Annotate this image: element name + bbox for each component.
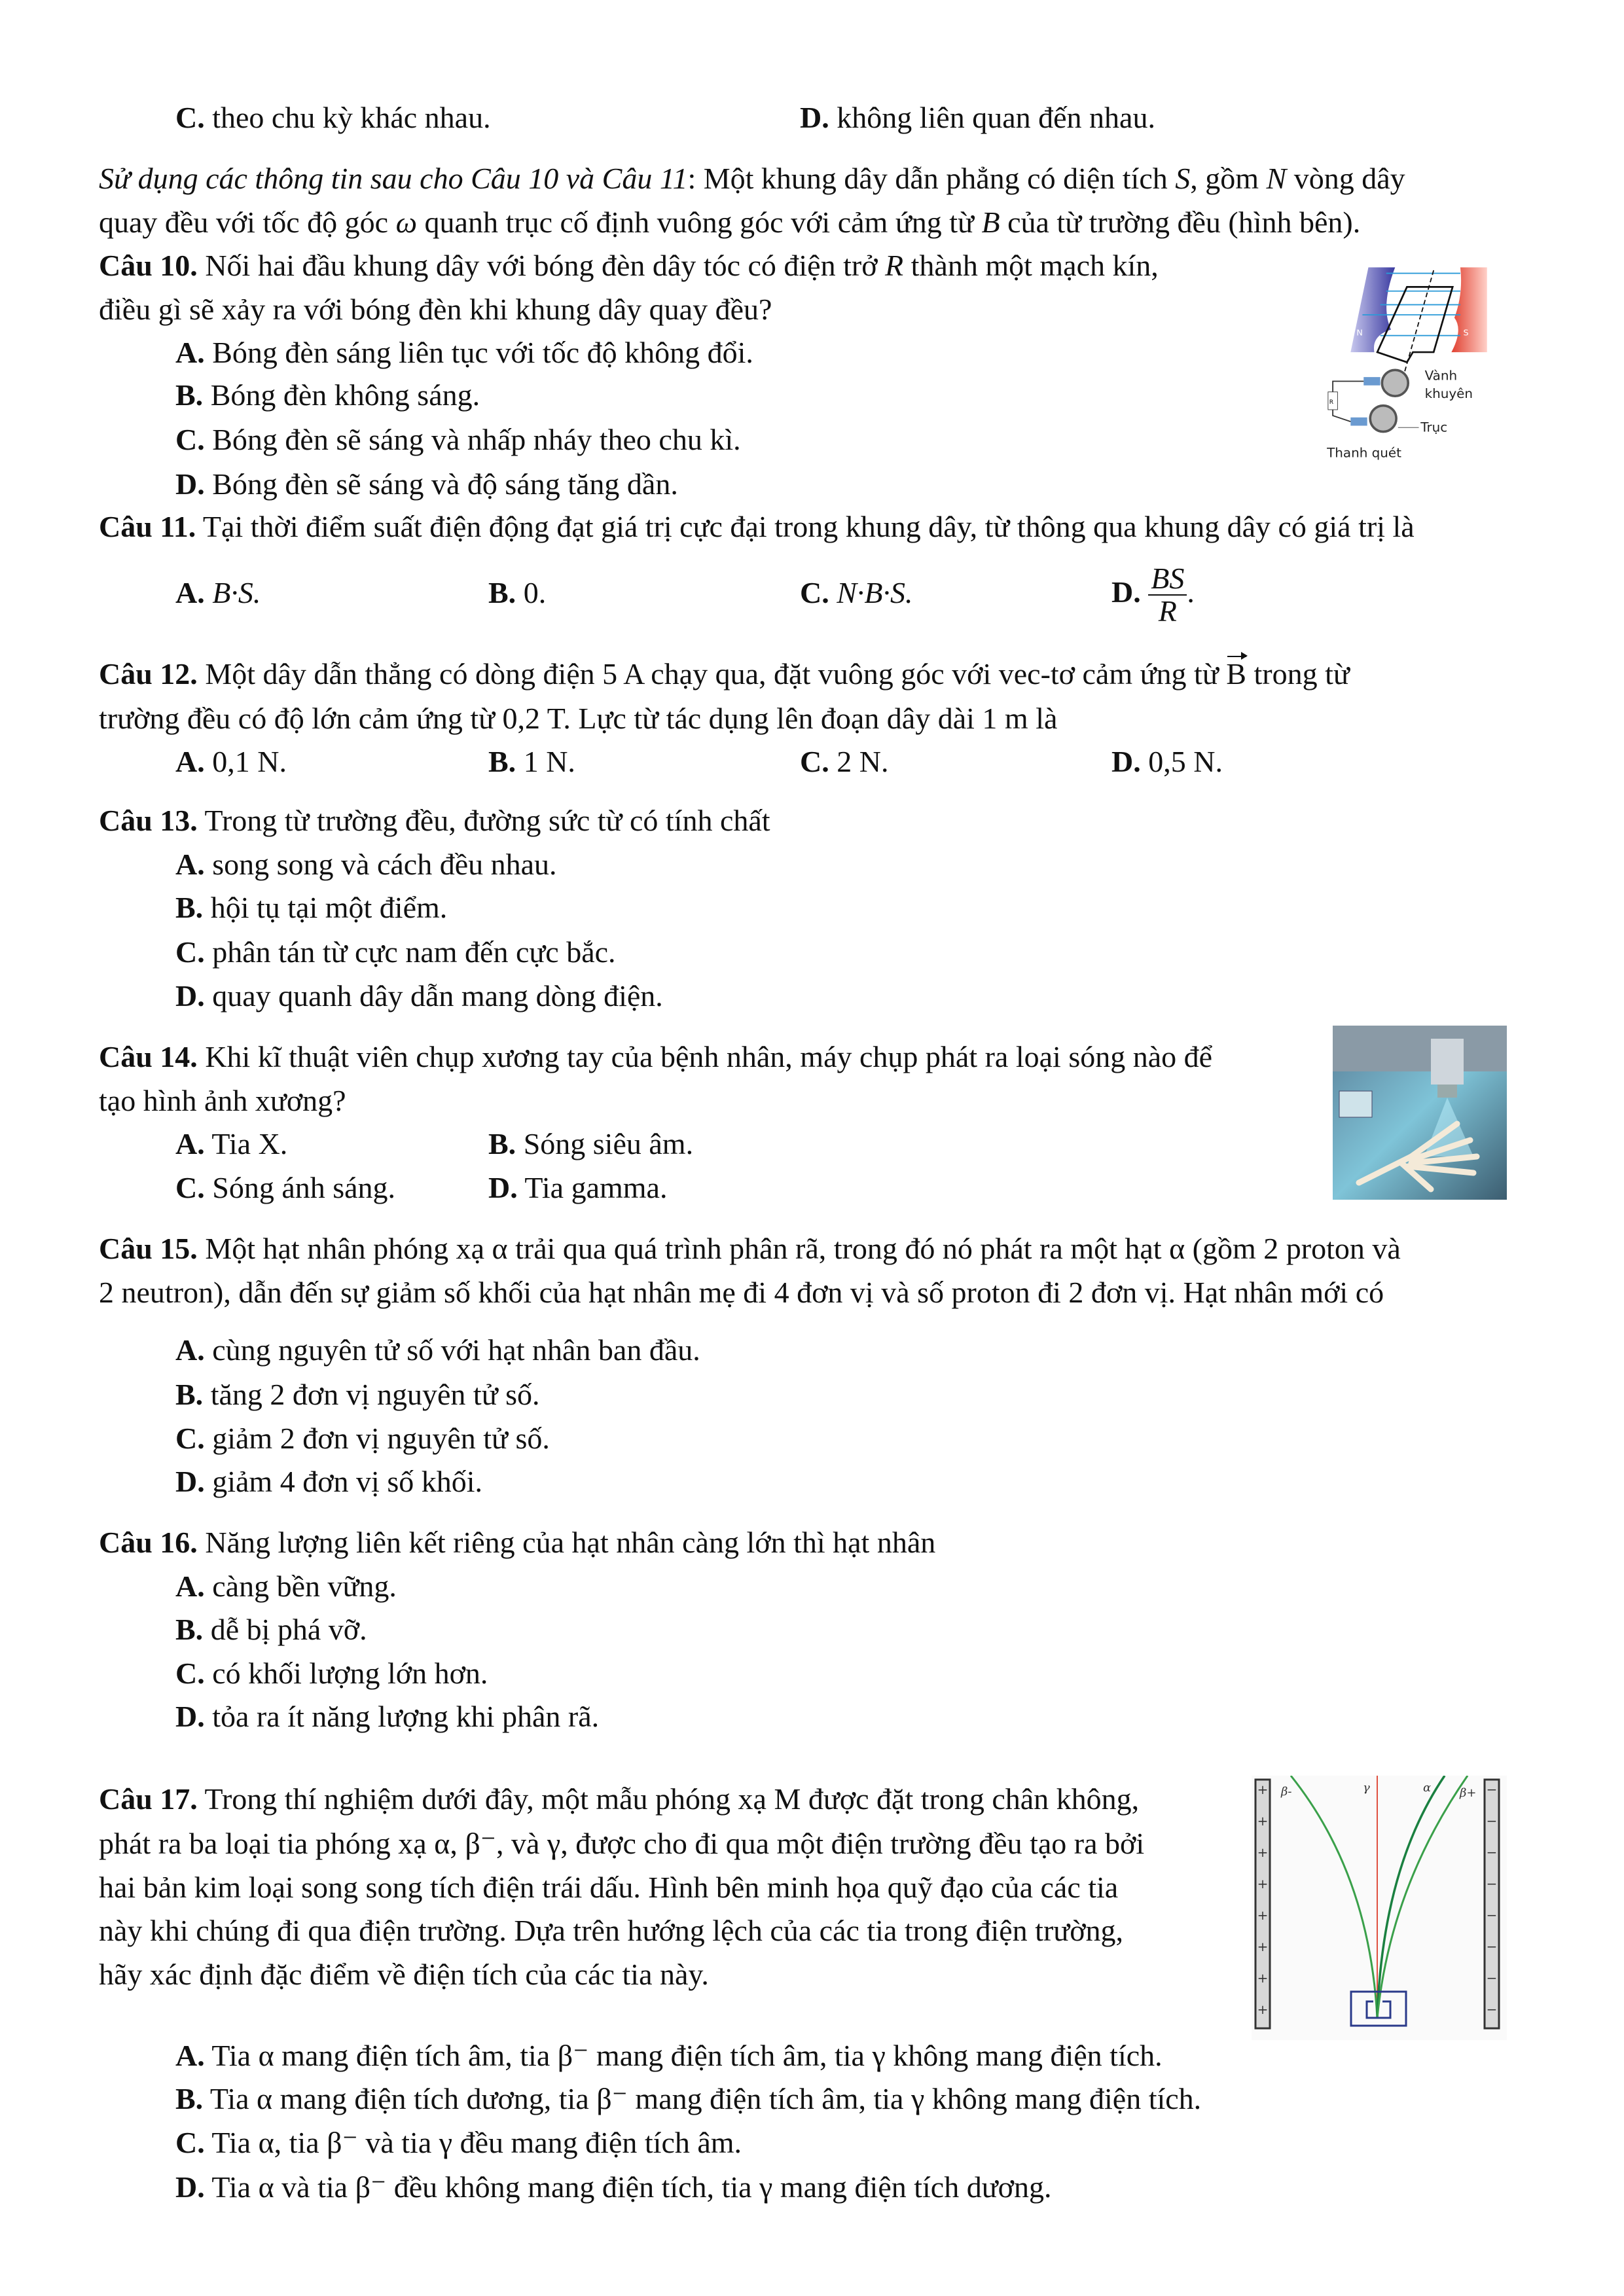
- label-beta-minus: β-: [1281, 1785, 1292, 1799]
- option-text: B·S.: [212, 576, 261, 609]
- svg-text:S: S: [1463, 327, 1469, 338]
- question-label: Câu 11.: [99, 510, 196, 543]
- question-17-line: hai bản kim loại song song tích điện trái dấu. Hình bên minh họa quỹ đạo của các tia: [99, 1871, 1119, 1904]
- figure-label-ring: khuyên: [1424, 386, 1473, 401]
- svg-text:+: +: [1257, 1907, 1269, 1923]
- question-12-line-2: trường đều có độ lớn cảm ứng từ 0,2 T. Lực từ tác dụng lên đoạn dây dài 1 m là: [99, 702, 1058, 735]
- option-text: 0,1 N.: [204, 745, 287, 778]
- option-d: [175, 465, 678, 504]
- option-d: [175, 977, 663, 1016]
- option-text: phân tán từ cực nam đến cực bắc.: [204, 935, 616, 969]
- option-label: C.: [800, 576, 829, 609]
- question-label: Câu 10.: [99, 249, 198, 282]
- option-a: [175, 573, 261, 613]
- option-label: B.: [175, 1613, 204, 1646]
- option-label: C.: [175, 1171, 205, 1204]
- option-label: B.: [488, 745, 516, 778]
- svg-text:−: −: [1486, 1907, 1498, 1923]
- option-label: D.: [175, 979, 205, 1013]
- option-text: 0.: [516, 576, 547, 609]
- question-13: [99, 801, 770, 840]
- option-c: [175, 420, 741, 459]
- option-label: D.: [800, 101, 829, 134]
- option-a: [175, 2036, 1163, 2075]
- denominator: R: [1158, 594, 1177, 628]
- option-text: Sóng ánh sáng.: [204, 1171, 396, 1204]
- option-text: giảm 4 đơn vị số khối.: [204, 1465, 482, 1498]
- option-label: D.: [175, 2170, 205, 2204]
- option-label: A.: [175, 2039, 205, 2072]
- figure-label-brush: Thanh quét: [1327, 445, 1401, 461]
- question-16: [99, 1523, 935, 1562]
- question-text: Một dây dẫn thẳng có dòng điện 5 A chạy qua, đặt vuông góc với vec-tơ cảm ứng từ: [197, 657, 1227, 691]
- option-a: [175, 1331, 700, 1370]
- var-omega: ω: [395, 206, 418, 239]
- label-beta-plus: β+: [1460, 1786, 1477, 1800]
- option-label: A.: [175, 1127, 205, 1160]
- question-17-line: này khi chúng đi qua điện trường. Dựa trên hướng lệch của các tia trong điện trường,: [99, 1914, 1124, 1947]
- option-label: D.: [175, 1465, 205, 1498]
- option-a: [175, 333, 753, 372]
- option-text: không liên quan đến nhau.: [829, 101, 1155, 134]
- option-text: Bóng đèn sáng liên tục với tốc độ không đổi.: [204, 336, 753, 369]
- option-text: Tia α mang điện tích dương, tia β⁻ mang điện tích âm, tia γ không mang điện tích.: [203, 2082, 1202, 2115]
- option-b: [175, 1375, 540, 1414]
- question-10-line-2: điều gì sẽ xảy ra với bóng đèn khi khung dây quay đều?: [99, 293, 772, 326]
- question-label: Câu 15.: [99, 1232, 198, 1265]
- question-text: trong từ: [1246, 657, 1350, 691]
- option-label: C.: [175, 423, 205, 456]
- intro-italic: Sử dụng các thông tin sau cho Câu 10 và Câu 11: [99, 162, 688, 195]
- option-a: [175, 845, 557, 884]
- option-b: [175, 888, 447, 927]
- option-label: B.: [175, 891, 204, 924]
- option-label: C.: [800, 745, 829, 778]
- option-text: có khối lượng lớn hơn.: [204, 1657, 488, 1690]
- resistor-label: R: [1329, 399, 1333, 406]
- option-text: giảm 2 đơn vị nguyên tử số.: [204, 1422, 550, 1455]
- option-d: [800, 98, 1155, 137]
- option-text: quay quanh dây dẫn mang dòng điện.: [204, 979, 663, 1013]
- option-c: [175, 1168, 395, 1208]
- option-label: B.: [488, 576, 516, 609]
- option-text: 1 N.: [516, 745, 575, 778]
- question-text: Tại thời điểm suất điện động đạt giá trị cực đại trong khung dây, từ thông qua khung dây có giá trị là: [196, 510, 1415, 543]
- intro-text: quay đều với tốc độ góc: [99, 206, 396, 239]
- option-label: A.: [175, 336, 205, 369]
- option-d: [1111, 742, 1223, 781]
- option-text: song song và cách đều nhau.: [204, 848, 557, 881]
- option-label: A.: [175, 1570, 205, 1603]
- svg-text:+: +: [1257, 1782, 1269, 1797]
- option-b: [175, 1610, 367, 1649]
- option-b: [175, 376, 480, 415]
- option-text: Bóng đèn không sáng.: [203, 378, 480, 412]
- figure-label-axis: Trục: [1420, 420, 1448, 435]
- svg-text:+: +: [1257, 1939, 1269, 1954]
- option-label: B.: [175, 2082, 204, 2115]
- option-c: [800, 742, 888, 781]
- question-text: Khi kĩ thuật viên chụp xương tay của bệnh nhân, máy chụp phát ra loại sóng nào để: [197, 1040, 1213, 1073]
- svg-text:+: +: [1257, 1876, 1269, 1892]
- intro-text: , gồm: [1190, 162, 1267, 195]
- question-label: Câu 13.: [99, 804, 198, 837]
- option-text: .: [1187, 575, 1195, 609]
- option-label: B.: [175, 378, 204, 412]
- svg-text:+: +: [1257, 1813, 1269, 1829]
- question-text: Trong thí nghiệm dưới đây, một mẫu phóng xạ M được đặt trong chân không,: [197, 1782, 1140, 1816]
- option-text: dễ bị phá vỡ.: [203, 1613, 367, 1646]
- option-c: [175, 2123, 742, 2162]
- option-c: [175, 98, 491, 137]
- option-b: [488, 1124, 693, 1164]
- option-d: [1111, 556, 1195, 628]
- generator-figure: [1321, 251, 1511, 480]
- option-d: [175, 1697, 599, 1736]
- option-a: [175, 1124, 287, 1164]
- label-alpha: α: [1423, 1781, 1432, 1795]
- option-label: D.: [1111, 745, 1141, 778]
- svg-text:−: −: [1486, 1813, 1498, 1829]
- option-label: D.: [488, 1171, 518, 1204]
- var-n: N: [1266, 162, 1287, 195]
- option-label: A.: [175, 576, 205, 609]
- question-11: [99, 507, 1415, 547]
- option-c: [175, 1654, 488, 1693]
- option-text: Bóng đèn sẽ sáng và nhấp nháy theo chu kì.: [204, 423, 741, 456]
- question-label: Câu 12.: [99, 657, 198, 691]
- question-text: Năng lượng liên kết riêng của hạt nhân càng lớn thì hạt nhân: [197, 1526, 936, 1559]
- option-text: hội tụ tại một điểm.: [203, 891, 448, 924]
- question-15: [99, 1229, 1401, 1268]
- question-12: [99, 655, 1350, 694]
- intro-line-1: [99, 159, 1405, 198]
- svg-text:+: +: [1257, 2001, 1269, 2017]
- option-label: B.: [488, 1127, 516, 1160]
- question-14-line-2: tạo hình ảnh xương?: [99, 1084, 346, 1117]
- question-10: [99, 246, 1159, 285]
- option-a: [175, 742, 287, 781]
- option-text: Tia X.: [204, 1127, 288, 1160]
- option-label: D.: [175, 467, 205, 501]
- question-17-line: phát ra ba loại tia phóng xạ α, β⁻, và γ, được cho đi qua một điện trường đều tạo ra bởi: [99, 1827, 1145, 1860]
- var-b: B: [981, 206, 1000, 239]
- svg-text:N: N: [1356, 327, 1363, 338]
- option-text: tăng 2 đơn vị nguyên tử số.: [203, 1378, 540, 1411]
- option-d: [175, 2168, 1051, 2207]
- fraction: [1148, 563, 1187, 627]
- option-text: 2 N.: [829, 745, 889, 778]
- option-label: A.: [175, 745, 205, 778]
- option-label: C.: [175, 935, 205, 969]
- option-label: C.: [175, 1657, 205, 1690]
- var-s: S: [1175, 162, 1191, 195]
- option-c: [175, 933, 616, 972]
- hand-xray-image: [1333, 1026, 1507, 1200]
- option-text: 0,5 N.: [1140, 745, 1223, 778]
- question-17: [99, 1780, 1139, 1819]
- svg-text:−: −: [1486, 2001, 1498, 2017]
- option-c: [800, 573, 913, 613]
- intro-text: của từ trường đều (hình bên).: [1000, 206, 1361, 239]
- option-d: [175, 1462, 482, 1501]
- svg-text:−: −: [1486, 1844, 1498, 1860]
- question-text: thành một mạch kín,: [903, 249, 1159, 282]
- option-text: Tia gamma.: [517, 1171, 668, 1204]
- option-text: Sóng siêu âm.: [516, 1127, 694, 1160]
- option-text: Tia α, tia β⁻ và tia γ đều mang điện tích âm.: [204, 2126, 742, 2159]
- intro-text: vòng dây: [1286, 162, 1405, 195]
- option-label: A.: [175, 1333, 205, 1367]
- svg-text:−: −: [1486, 1876, 1498, 1892]
- svg-text:−: −: [1486, 1939, 1498, 1954]
- intro-line-2: [99, 203, 1360, 242]
- question-17-line: hãy xác định đặc điểm về điện tích của các tia này.: [99, 1958, 709, 1991]
- question-label: Câu 14.: [99, 1040, 198, 1073]
- label-gamma: γ: [1363, 1781, 1370, 1795]
- option-label: B.: [175, 1378, 204, 1411]
- option-text: tỏa ra ít năng lượng khi phân rã.: [204, 1700, 600, 1733]
- numerator: BS: [1148, 563, 1187, 596]
- option-b: [488, 573, 546, 613]
- svg-text:+: +: [1257, 1970, 1269, 1986]
- option-text: càng bền vững.: [204, 1570, 397, 1603]
- option-text: N·B·S.: [837, 576, 913, 609]
- option-c: [175, 1419, 550, 1458]
- question-text: Một hạt nhân phóng xạ α trải qua quá trình phân rã, trong đó nó phát ra một hạt α (gồm 2 proton và: [197, 1232, 1401, 1265]
- question-label: Câu 16.: [99, 1526, 198, 1559]
- var-r: R: [885, 249, 904, 282]
- option-text: Tia α và tia β⁻ đều không mang điện tích, tia γ mang điện tích dương.: [204, 2170, 1052, 2204]
- option-label: D.: [1111, 575, 1141, 609]
- question-15-line-2: 2 neutron), dẫn đến sự giảm số khối của hạt nhân mẹ đi 4 đơn vị và số proton đi 2 đơn vị. Hạt nhân mới có: [99, 1276, 1384, 1309]
- question-text: Trong từ trường đều, đường sức từ có tính chất: [197, 804, 770, 837]
- intro-text: quanh trục cố định vuông góc với cảm ứng từ: [417, 206, 982, 239]
- svg-text:−: −: [1486, 1782, 1498, 1797]
- option-b: [175, 2079, 1201, 2119]
- option-text: Bóng đèn sẽ sáng và độ sáng tăng dần.: [204, 467, 678, 501]
- option-label: C.: [175, 101, 205, 134]
- option-label: C.: [175, 2126, 205, 2159]
- question-label: Câu 17.: [99, 1782, 198, 1816]
- option-text: theo chu kỳ khác nhau.: [204, 101, 491, 134]
- option-text: cùng nguyên tử số với hạt nhân ban đầu.: [204, 1333, 700, 1367]
- option-d: [488, 1168, 667, 1208]
- option-a: [175, 1567, 397, 1606]
- question-14: [99, 1037, 1212, 1077]
- svg-text:+: +: [1257, 1844, 1269, 1860]
- question-text: Nối hai đầu khung dây với bóng đèn dây tóc có điện trở: [197, 249, 886, 282]
- figure-label-ring: Vành: [1424, 368, 1458, 384]
- radiation-deflection-figure: [1252, 1776, 1507, 2040]
- option-label: C.: [175, 1422, 205, 1455]
- option-text: Tia α mang điện tích âm, tia β⁻ mang điện tích âm, tia γ không mang điện tích.: [204, 2039, 1163, 2072]
- intro-text: : Một khung dây dẫn phẳng có diện tích: [687, 162, 1176, 195]
- option-label: A.: [175, 848, 205, 881]
- svg-text:−: −: [1486, 1970, 1498, 1986]
- option-label: D.: [175, 1700, 205, 1733]
- option-b: [488, 742, 575, 781]
- vector-b: B: [1226, 655, 1246, 694]
